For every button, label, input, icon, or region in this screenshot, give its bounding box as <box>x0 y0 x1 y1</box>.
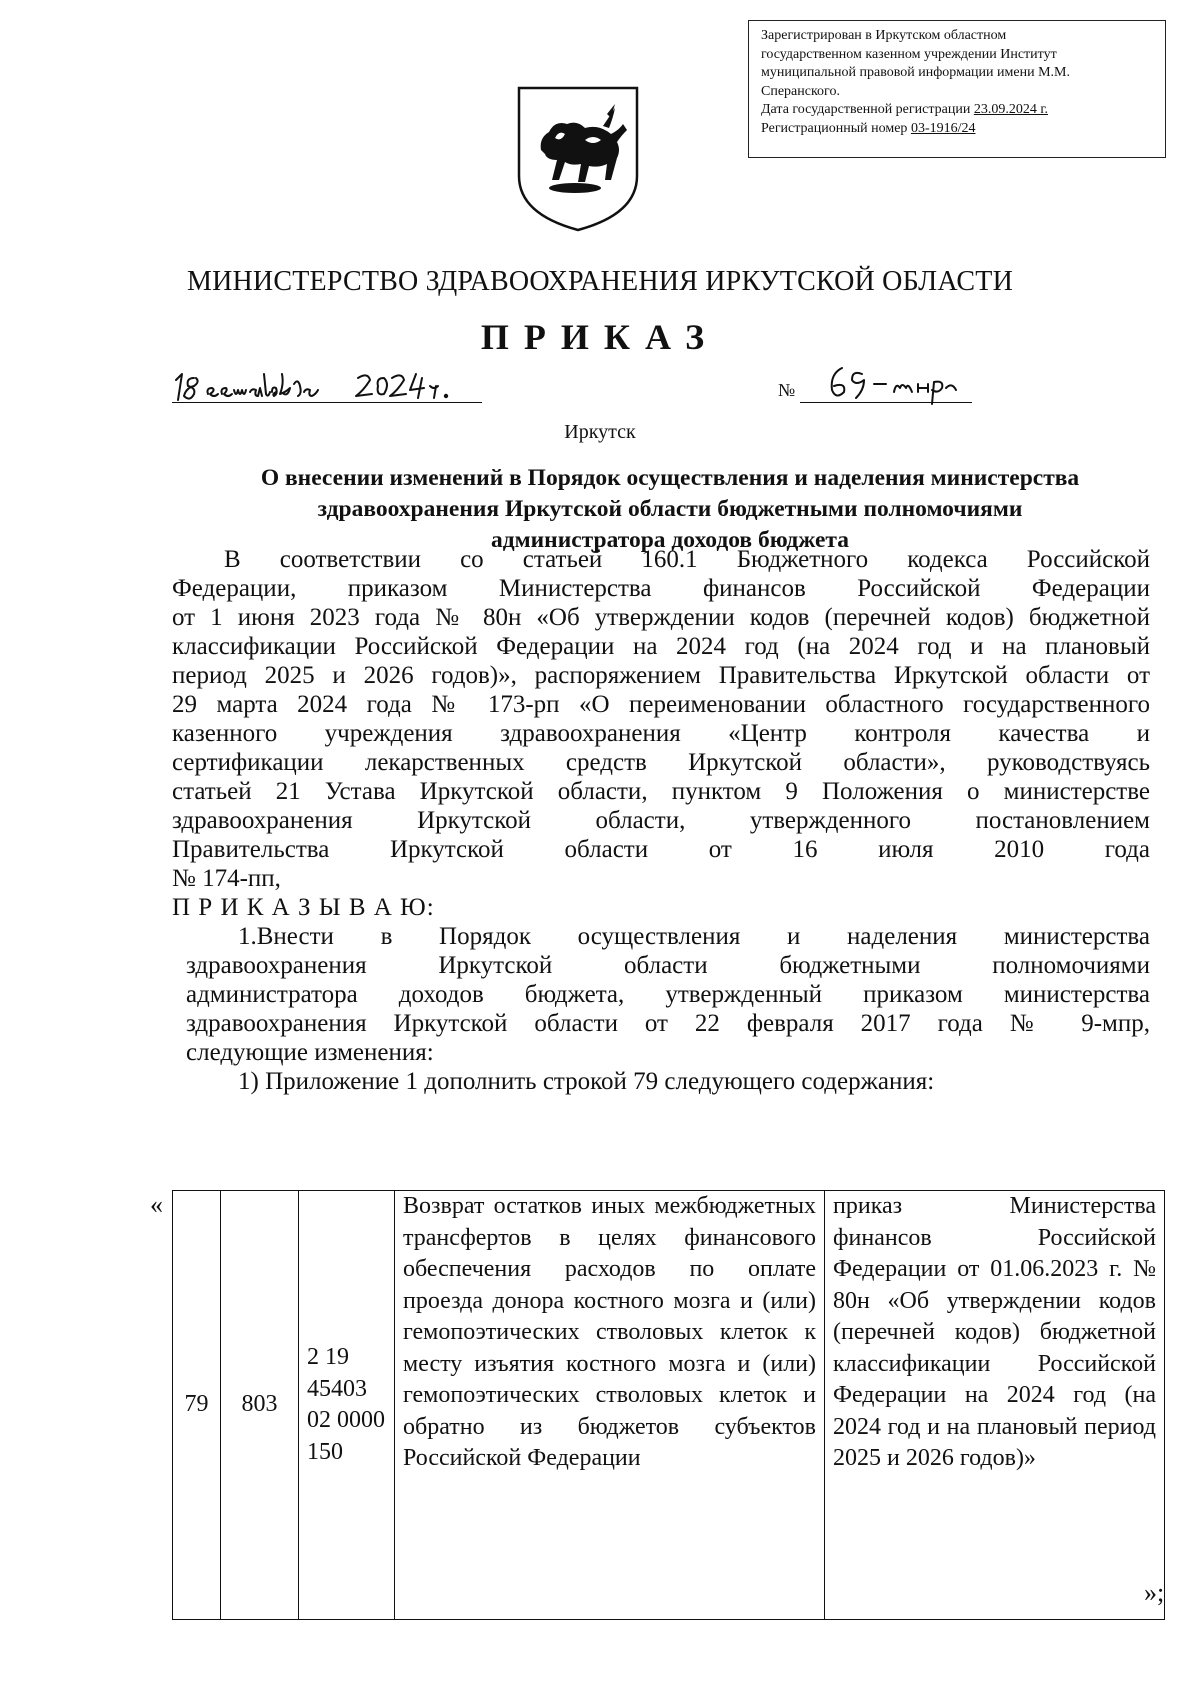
preamble-line: сертификации лекарственных средств Иркутской области», руководствуясь <box>172 749 1150 776</box>
preamble-line: здравоохранения Иркутской области, утвержденного постановлением <box>172 807 1150 834</box>
preamble-line: статьей 21 Устава Иркутской области, пунктом 9 Положения о министерстве <box>172 778 1150 805</box>
preamble-line: казенного учреждения здравоохранения «Центр контроля качества и <box>172 720 1150 747</box>
item-line: здравоохранения Иркутской области бюджетными полномочиями <box>186 952 1150 979</box>
ministry-name: МИНИСТЕРСТВО ЗДРАВООХРАНЕНИЯ ИРКУТСКОЙ ОБЛАСТИ <box>186 266 1013 297</box>
document-type: ПРИКАЗ <box>480 317 720 357</box>
cell-row-number: 79 <box>173 1191 221 1620</box>
preamble-line: 29 марта 2024 года № 173-рп «О переименовании областного государственного <box>172 691 1150 718</box>
order-number-label: № <box>778 380 796 400</box>
preamble-line: классификации Российской Федерации на 2024 год (на 2024 год и на плановый <box>172 633 1150 660</box>
preamble-line: период 2025 и 2026 годов)», распоряжением Правительства Иркутской области от <box>172 662 1150 689</box>
item-line-last: следующие изменения: <box>186 1039 434 1066</box>
item-line: 1.Внести в Порядок осуществления и наделения министерства <box>238 923 1150 950</box>
item-line: администратора доходов бюджета, утвержденный приказом министерства <box>186 981 1150 1008</box>
registration-stamp <box>748 20 1166 158</box>
cell-admin-code: 803 <box>221 1191 299 1620</box>
number-underline <box>800 402 972 403</box>
stamp-number-value: 03-1916/24 <box>910 120 976 136</box>
city: Иркутск <box>564 421 636 443</box>
cell-income-name: Возврат остатков иных межбюджетных трансфертов в целях финансового обеспечения расходов по оплате проезда донора костного мозга и (или) гемопоэтических стволовых клеток к месту изъятия костного мозга и (или) гемопоэтических стволовых клеток и обратно из бюджетов субъектов Российской Федерации <box>395 1191 825 1620</box>
cell-legal-basis: приказ Министерства финансов Российской Федерации от 01.06.2023 г. № 80н «Об утверждении кодов (перечней кодов) бюджетной классификации Российской Федерации на 2024 год (на 2024 год и на плановый период 2025 и 2026 годов)» <box>825 1191 1165 1620</box>
subitem-line: 1) Приложение 1 дополнить строкой 79 следующего содержания: <box>238 1068 935 1095</box>
coat-of-arms-icon <box>515 84 641 232</box>
preamble-line: Правительства Иркутской области от 16 июля 2010 года <box>172 836 1150 863</box>
item-line: здравоохранения Иркутской области от 22 февраля 2017 года № 9-мпр, <box>186 1010 1150 1037</box>
preamble-line: Федерации, приказом Министерства финансов Российской Федерации <box>172 575 1150 602</box>
stamp-number-label: Регистрационный номер <box>761 120 911 136</box>
closing-quote: »; <box>1144 1578 1165 1607</box>
preamble-line-last: № 174-пп, <box>172 865 281 892</box>
stamp-date-line <box>761 101 1155 120</box>
stamp-date-label: Дата государственной регистрации <box>761 102 974 118</box>
date-underline <box>172 402 482 403</box>
table-row <box>173 1191 1165 1620</box>
opening-quote: « <box>150 1190 163 1219</box>
stamp-line: государственном казенном учреждении Институт <box>761 46 1057 62</box>
stamp-line: муниципальной правовой информации имени М.М. <box>761 65 1070 81</box>
cell-kbk-code: 2 19 45403 02 0000 150 <box>299 1191 395 1620</box>
stamp-line: Сперанского. <box>761 83 840 99</box>
order-word: П Р И К А З Ы В А Ю: <box>172 894 435 921</box>
stamp-number-line <box>761 120 1155 139</box>
preamble-line: от 1 июня 2023 года № 80н «Об утверждении кодов (перечней кодов) бюджетной <box>172 604 1150 631</box>
document-title: О внесении изменений в Порядок осуществления и наделения министерства здравоохранения Иркутской области бюджетными полномочиями администратора доходов бюджета <box>260 465 1080 553</box>
stamp-date-value: 23.09.2024 г. <box>973 102 1048 118</box>
preamble-line: В соответствии со статьей 160.1 Бюджетного кодекса Российской <box>224 546 1150 573</box>
income-codes-table <box>172 1190 1165 1620</box>
stamp-line: Зарегистрирован в Иркутском областном <box>761 28 1007 43</box>
handwritten-order-number <box>820 360 980 406</box>
